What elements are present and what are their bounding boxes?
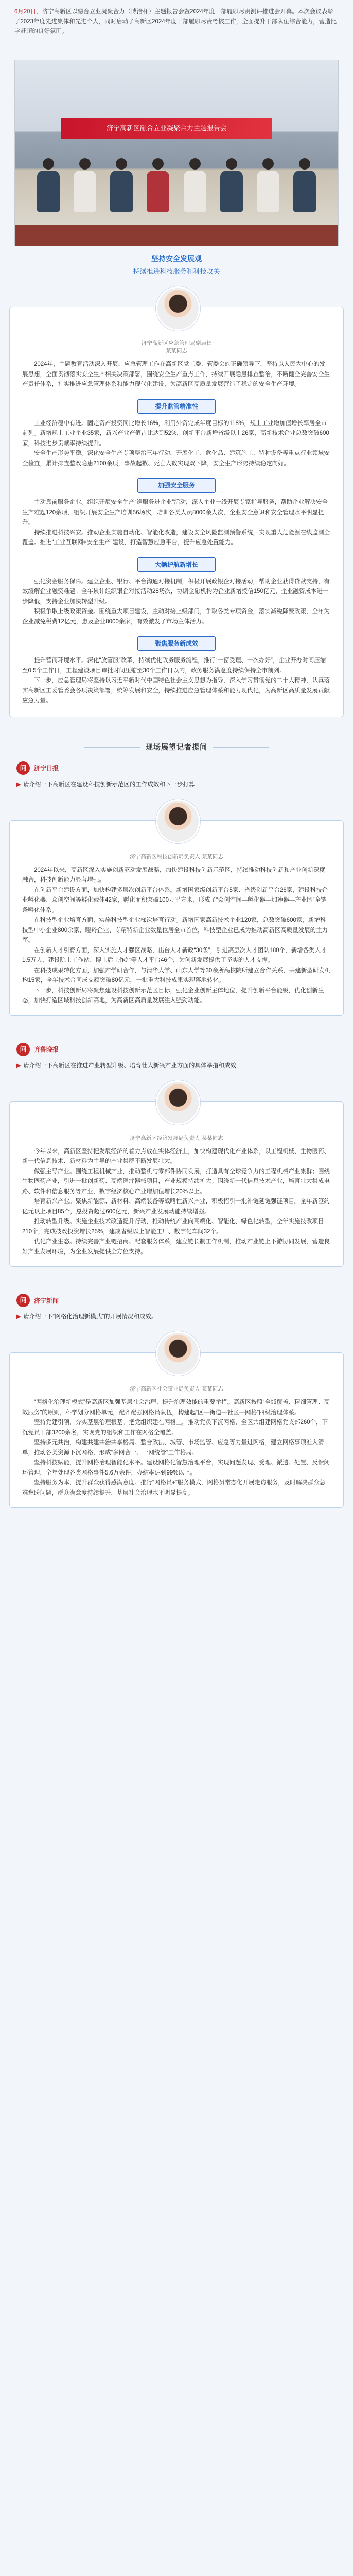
card-paragraph: 持续推进科技兴安。推动企业实施自动化、智能化改造，建设安全风险监测预警系统，实现重大危险源在线监测全覆盖。推进“工业互联网+安全生产”建设，打造智慧应急平台，提升应急处置能力。 — [22, 529, 330, 546]
card-paragraph: 在科技成果转化方面，加强产学研合作，与清华大学、山东大学等30余所高校院所建立合作关系，共建新型研发机构15家，全年技术合同成交额突破80亿元，一批重大科技成果实现落地转化。 — [22, 967, 331, 984]
card-paragraph: 安全生产形势平稳。深化安全生产专项整治三年行动，开展化工、危化品、建筑施工、特种设备等重点行业领域安全检查，累计排查整改隐患2100余项，事故起数、死亡人数实现双下降，安全生产形势持续稳定向好。 — [22, 450, 330, 467]
question-header — [16, 1294, 337, 1307]
card-paragraph: 在创新人才引育方面，深入实施人才强区战略，出台人才新政“30条”，引进高层次人才团队180个，新增各类人才1.5万人，建设院士工作站、博士后工作站等人才平台46个，为创新发展提供了坚实的人才支撑。 — [22, 947, 327, 963]
question-badge: 问 — [16, 1294, 30, 1307]
arrow-icon: ▶ — [16, 1062, 21, 1069]
answer-card-1 — [9, 820, 344, 1016]
card-paragraph: 推动转型升级。实施企业技术改造提升行动，推动传统产业向高端化、智能化、绿色化转型，全年实施技改项目210个，完成技改投资增长25%，建成省级以上智能工厂、数字化车间32个。 — [22, 1218, 324, 1235]
photo-person — [36, 158, 61, 220]
intro-text: 济宁高新区以融合立业凝聚合力（博洽杯）主题报告会暨2024年度干部履职尽责测评推进会开幕。本次会议表彰了2023年度先进集体和先进个人，同时启动了高新区2024年度干部履职尽责考核工作，全面提升干部队伍综合能力，营造比学赶超的良好氛围。 — [14, 9, 337, 35]
card-paragraph: 坚持党建引领，夯实基层治理根基。把党组织建在网格上，推动党员下沉网格，全区共组建网格党支部260个，下沉党员干部3200余名，实现党的组织和工作在网格全覆盖。 — [22, 1419, 328, 1436]
avatar — [156, 286, 200, 331]
question-badge: 问 — [16, 1043, 30, 1056]
intro-date: 6月20日， — [14, 9, 42, 15]
photo-person — [109, 158, 134, 220]
media-name: 济宁新闻 — [34, 1297, 59, 1304]
photo-person — [255, 158, 281, 220]
card-paragraph: 2024年，主题教育活动深入开展，应急管理工作在高新区党工委、管委会的正确领导下，坚持以人民为中心的发展思想，全面贯彻落实安全生产相关决策部署，围绕安全生产重点工作，持续开展隐患排查整治，不断健全完善安全生产责任体系，扎实推进应急管理体系和能力现代化建设，为高新区高质量发展营造了稳定的安全生产环境。 — [22, 361, 330, 387]
question-badge: 问 — [16, 761, 30, 775]
card-paragraph: 强化资金服务保障。建立企业、银行、平台沟通对接机制，积极开展政银企对接活动，帮助企业获得贷款支持，有效缓解企业融资难题。全年累计组织银企对接活动28场次，协调金融机构为企业新增授信150亿元，企业融资成本进一步降低，支持企业加快转型升级。 — [22, 578, 330, 605]
card-paragraph: 培育新兴产业。聚焦新能源、新材料、高端装备等战略性新兴产业，积极招引一批补链延链强链项目。全年新签约亿元以上项目85个，总投资超过600亿元，新兴产业发展动能持续增强。 — [22, 1198, 330, 1215]
arrow-icon: ▶ — [16, 1314, 21, 1320]
answer-card-3 — [9, 1352, 344, 1508]
card-paragraph: 坚持科技赋能，提升网格治理智能化水平。建设网格化智慧治理平台，实现问题发现、受理、派遣、处置、反馈闭环管理，全年处理各类网格事件5.6万余件，办结率达到99%以上。 — [22, 1460, 330, 1476]
card-paragraph: 今年以来，高新区坚持把发展经济的着力点放在实体经济上，加快构建现代化产业体系，以工程机械、生物医药、新一代信息技术、新材料为主导的产业集群不断发展壮大。 — [22, 1148, 330, 1164]
avatar — [156, 799, 200, 843]
headline-line2: 持续推进科技服务和科技攻关 — [133, 267, 220, 275]
speaker-title: 济宁高新区社会事业局负责人 某某同志 — [130, 1386, 223, 1392]
speaker-title: 济宁高新区应急管理局副局长 — [141, 340, 212, 346]
photo-person — [72, 158, 98, 220]
question-text: ▶ 请介绍一下“网格化治理新模式”的开展情况和成效。 — [16, 1314, 157, 1320]
section-pill: 大额护航新增长 — [137, 557, 216, 572]
section-divider-title: 现场展望记者提问 — [0, 742, 353, 752]
card-paragraph: 下一步，应急管理局将坚持以习近平新时代中国特色社会主义思想为指导，深入学习贯彻党的二十大精神，认真落实高新区工委管委会各项决策部署，统筹发展和安全，持续推进应急管理体系和能力现代化，为高新区高质量发展贡献应急力量。 — [22, 677, 330, 704]
photo-person — [219, 158, 244, 220]
card-paragraph: 2024年以来，高新区深入实施创新驱动发展战略，加快建设科技创新示范区，持续推动科技创新和产业创新深度融合，科技创新能力显著增强。 — [22, 867, 326, 883]
question-header — [16, 761, 337, 775]
card-paragraph: 坚持多元共治，构建共建共治共享格局。整合政法、城管、市场监管、应急等力量进网格，建立网格事项准入清单，推动各类资源下沉网格，形成“多网合一、一网统管”工作格局。 — [22, 1439, 324, 1456]
card-paragraph: 下一步，科技创新局将聚焦建设科技创新示范区目标，强化企业创新主体地位，提升创新平台能级，优化创新生态，加快打造区域科技创新高地，为高新区高质量发展注入强劲动能。 — [22, 987, 324, 1004]
arrow-icon: ▶ — [16, 781, 21, 788]
card-paragraph: 做强主导产业。围绕工程机械产业，推动整机与零部件协同发展，打造具有全球竞争力的工程机械产业集群；围绕生物医药产业，引进一批创新药、高端医疗器械项目，产业规模持续扩大；围绕新一代信息技术产业，培育壮大集成电路、软件和信息服务等产业，数字经济核心产业增加值增长20%以上。 — [22, 1168, 330, 1195]
answer-card-2 — [9, 1101, 344, 1267]
question-text: ▶ 请介绍一下高新区在推进产业转型升级、培育壮大新兴产业方面的具体举措和成效 — [16, 1062, 236, 1069]
section-pill: 提升监管精准性 — [137, 399, 216, 414]
card-paragraph: 积极争取上级政策资金。围绕重大项目建设，主动对接上级部门，争取各类专项资金，落实减税降费政策，全年为企业减免税费12亿元，惠及企业8000余家，有效激发了市场主体活力。 — [22, 608, 330, 625]
card-paragraph: 工业经济稳中有进。固定资产投资同比增长16%，利用外资完成年度目标的118%，规上工业增加值增长率居全市前列。新增规上工业企业35家，新兴产业产值占比达到52%，创新平台新增省级以上26家，高新技术企业总数突破600家，科技进步贡献率持续提升。 — [22, 420, 329, 447]
card-paragraph: 提升营商环境水平。深化“放管服”改革，持续优化政务服务流程，推行“一窗受理、一次办好”，企业开办时间压缩至0.5个工作日，工程建设项目审批时间压缩至30个工作日以内，政务服务满意度持续保持全市前列。 — [22, 657, 326, 674]
intro-paragraph — [0, 0, 353, 60]
card-paragraph: 优化产业生态。持续完善产业链招商、配套服务体系，建立链长制工作机制，推动产业链上下游协同发展，营造良好产业发展环境，为企业发展提供全方位支持。 — [22, 1239, 330, 1255]
question-text: ▶ 请介绍一下高新区在建设科技创新示范区的工作成效和下一步打算 — [16, 781, 195, 788]
headline — [0, 253, 353, 276]
photo-carpet — [15, 225, 338, 246]
card-paragraph: 在科技型企业培育方面，实施科技型企业梯次培育行动。新增国家高新技术企业120家，总数突破600家；新增科技型中小企业800余家，瞪羚企业、专精特新企业数量位居全市首位，科技型企业已成为推动高新区高质量发展的主力军。 — [22, 917, 328, 943]
avatar — [156, 1331, 200, 1376]
media-name: 济宁日报 — [34, 765, 59, 772]
section-pill: 加强安全服务 — [137, 478, 216, 493]
speaker-title: 济宁高新区经济发展局负责人 某某同志 — [130, 1134, 223, 1141]
media-name: 齐鲁晚报 — [34, 1046, 59, 1053]
card-paragraph: “网格化治理新模式”是高新区加强基层社会治理、提升治理效能的重要举措。高新区按照“全域覆盖、精细管理、高效服务”的原则，科学划分网格单元，配齐配强网格员队伍，构建起“区—街道—社区—网格”四级治理体系。 — [22, 1399, 330, 1416]
speaker-card-1 — [9, 307, 344, 717]
event-photo — [14, 60, 339, 246]
photo-people-row — [36, 158, 317, 220]
card-paragraph: 在创新平台建设方面，加快构建多层次创新平台体系。新增国家级创新平台5家、省级创新平台26家，建设科技企业孵化器、众创空间等孵化载体42家，孵化面积突破100万平方米，形成了“众创空间—孵化器—加速器—产业园”全链条孵化体系。 — [22, 887, 328, 913]
photo-banner: 济宁高新区融合立业凝聚合力主题报告会 — [61, 118, 272, 139]
avatar — [156, 1080, 200, 1125]
headline-line1: 坚持安全发展观 — [151, 255, 202, 263]
question-header — [16, 1043, 337, 1056]
speaker-title: 济宁高新区科技创新局负责人 某某同志 — [130, 853, 223, 860]
section-pill: 聚焦服务新成效 — [137, 636, 216, 651]
photo-person — [182, 158, 208, 220]
photo-person — [292, 158, 317, 220]
card-paragraph: 坚持服务为本，提升群众获得感满意度。推行“网格员+”服务模式，网格员常态化开展走访服务，及时解决群众急难愁盼问题，群众满意度持续提升，基层社会治理水平明显提高。 — [22, 1480, 326, 1496]
speaker-name: 某某同志 — [166, 348, 187, 354]
card-paragraph: 主动靠前服务企业。组织开展安全生产“送服务进企业”活动，深入企业一线开展专家指导服务，帮助企业解决安全生产难题120余项，组织开展安全生产培训56场次，培训各类人员8000余人次，企业安全意识和安全管理水平明显提升。 — [22, 499, 328, 526]
photo-person — [145, 158, 171, 220]
